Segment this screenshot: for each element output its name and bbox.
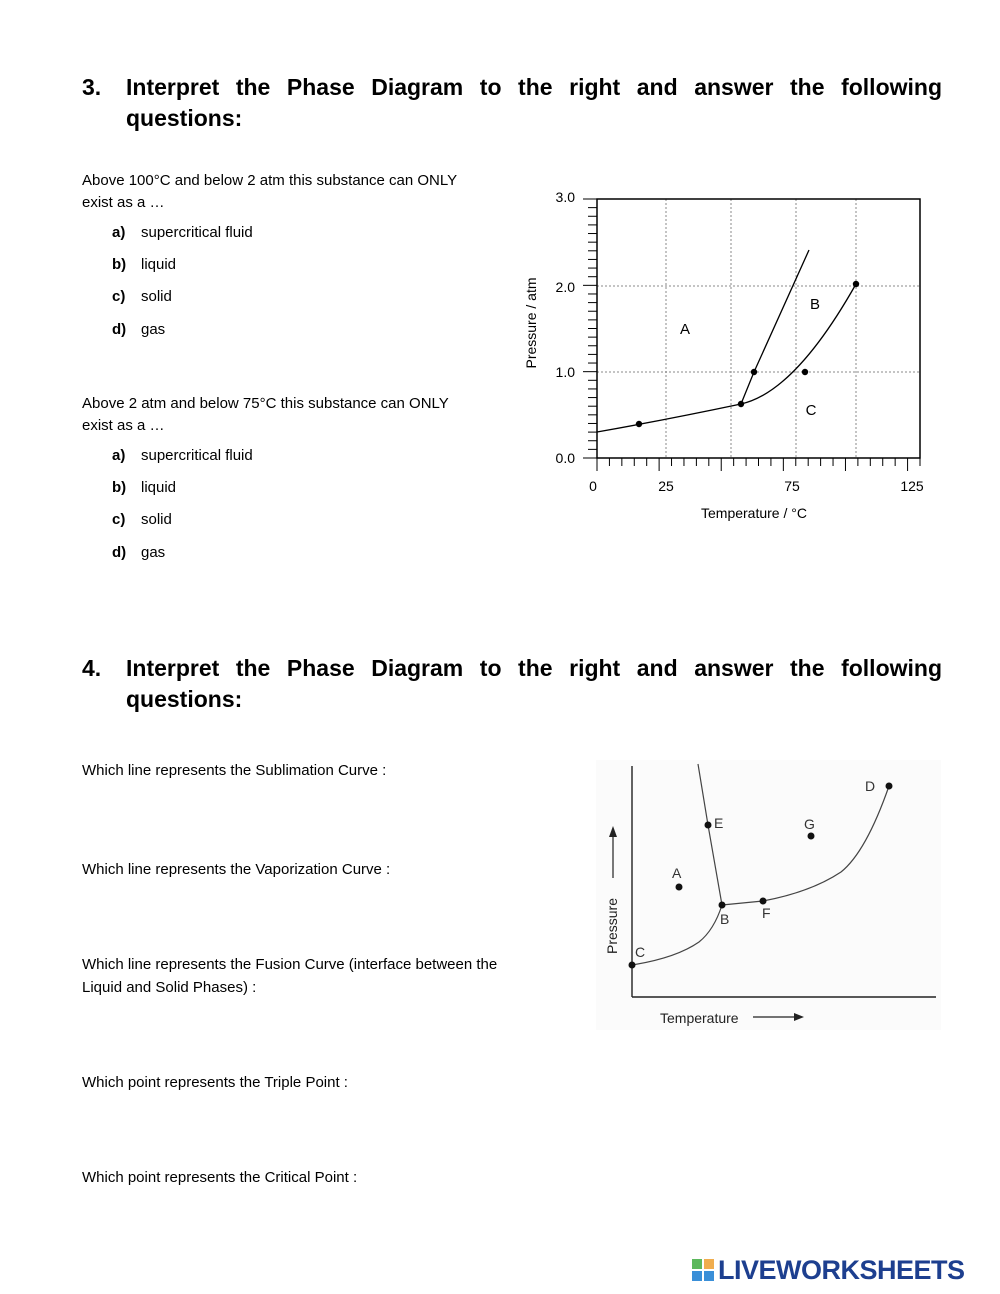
point-a [676, 884, 683, 891]
q3-part2-option-d[interactable] [112, 543, 165, 563]
point-f [760, 898, 767, 905]
q4-number: 4. [82, 655, 102, 681]
q3-part2-option-c[interactable] [112, 510, 172, 530]
option-text: solid [141, 511, 172, 528]
point-c [629, 962, 636, 969]
q4-title-line1: Interpret the Phase Diagram to the right and answer the following [126, 655, 942, 681]
option-letter: a) [112, 224, 126, 241]
q4-fusion-question-line1: Which line represents the Fusion Curve (interface between the [82, 956, 498, 973]
point-e [705, 822, 712, 829]
option-text: liquid [141, 479, 177, 496]
option-letter: d) [112, 544, 127, 561]
logo-squares-icon [692, 1259, 714, 1281]
q3-title-line1: Interpret the Phase Diagram to the right and answer the following [126, 74, 942, 100]
point-4 [802, 369, 808, 375]
x-tick-label-125: 125 [900, 478, 924, 494]
x-tick-marks [597, 458, 920, 471]
option-letter: c) [112, 511, 126, 528]
x-tick-label-25: 25 [658, 478, 674, 494]
q3-part1-prompt-line2: exist as a … [82, 194, 165, 211]
q4-title-line2: questions: [126, 686, 243, 712]
point-5 [853, 281, 859, 287]
option-letter: d) [112, 321, 127, 338]
option-letter: c) [112, 288, 126, 305]
q3-part1-option-b[interactable] [112, 255, 176, 275]
point-2 [738, 401, 744, 407]
y-axis-label: Pressure [604, 897, 620, 955]
q4-fusion-question [82, 953, 497, 999]
grid-lines [597, 199, 920, 458]
logo-square-green [692, 1259, 702, 1269]
x-tick-label-75: 75 [784, 478, 800, 494]
option-text: liquid [141, 256, 177, 273]
x-axis-label: Temperature [660, 1010, 739, 1026]
option-text: gas [141, 544, 166, 561]
q3-title-line2: questions: [126, 105, 243, 131]
option-text: solid [141, 288, 172, 305]
q4-phase-diagram [596, 760, 941, 1030]
q4-vaporization-question: Which line represents the Vaporization Curve : [82, 861, 391, 878]
region-c-label: C [805, 402, 817, 419]
point-g [808, 833, 815, 840]
y-axis-label: Pressure / atm [523, 277, 539, 369]
x-tick-label-0: 0 [589, 478, 597, 494]
logo-square-blue [692, 1271, 702, 1281]
q4-fusion-question-line2: Liquid and Solid Phases) : [82, 979, 257, 996]
q4-critical-point-question: Which point represents the Critical Point : [82, 1169, 358, 1186]
q3-phase-diagram [515, 180, 940, 530]
point-f-label: F [762, 905, 771, 921]
point-g-label: G [804, 816, 815, 832]
diagram-background [596, 760, 941, 1030]
point-3 [751, 369, 757, 375]
q3-part2-prompt [82, 393, 502, 437]
point-a-label: A [672, 865, 682, 881]
q3-part1-option-c[interactable] [112, 287, 172, 307]
point-e-label: E [714, 815, 724, 831]
option-letter: b) [112, 479, 127, 496]
option-text: supercritical fluid [141, 447, 253, 464]
q3-heading [82, 72, 942, 134]
logo-square-blue-2 [704, 1271, 714, 1281]
q3-part1-option-a[interactable] [112, 223, 253, 243]
y-tick-label-3: 3.0 [555, 189, 575, 205]
q3-part2-prompt-line1: Above 2 atm and below 75°C this substance can ONLY [82, 395, 449, 412]
q3-part1-prompt [82, 170, 502, 214]
x-axis-label: Temperature / °C [701, 505, 807, 521]
point-d [886, 783, 893, 790]
y-tick-label-0: 0.0 [555, 450, 575, 466]
option-letter: a) [112, 447, 126, 464]
q3-part2-option-b[interactable] [112, 478, 176, 498]
y-tick-label-2: 2.0 [555, 279, 575, 295]
fusion-curve [741, 250, 809, 404]
point-c-label: C [635, 944, 646, 960]
option-text: supercritical fluid [141, 224, 253, 241]
option-text: gas [141, 321, 166, 338]
q3-part1-option-d[interactable] [112, 320, 165, 340]
point-b [719, 902, 726, 909]
y-tick-label-1: 1.0 [555, 364, 575, 380]
logo-square-yellow [704, 1259, 714, 1269]
point-b-label: B [720, 911, 730, 927]
y-tick-marks [583, 199, 597, 458]
q3-part2-prompt-line2: exist as a … [82, 417, 165, 434]
region-a-label: A [679, 321, 691, 338]
region-b-label: B [809, 296, 821, 313]
option-letter: b) [112, 256, 127, 273]
point-d-label: D [865, 778, 876, 794]
q3-part1-prompt-line1: Above 100°C and below 2 atm this substance can ONLY [82, 172, 458, 189]
q3-part2-option-a[interactable] [112, 446, 253, 466]
logo-wordmark: LIVEWORKSHEETS [718, 1255, 965, 1285]
q4-heading [82, 653, 942, 715]
q4-triple-point-question: Which point represents the Triple Point : [82, 1074, 348, 1091]
plot-frame [597, 199, 920, 458]
q3-number: 3. [82, 74, 102, 100]
point-1 [636, 421, 642, 427]
q4-sublimation-question: Which line represents the Sublimation Curve : [82, 762, 387, 779]
curve-points [636, 281, 859, 427]
